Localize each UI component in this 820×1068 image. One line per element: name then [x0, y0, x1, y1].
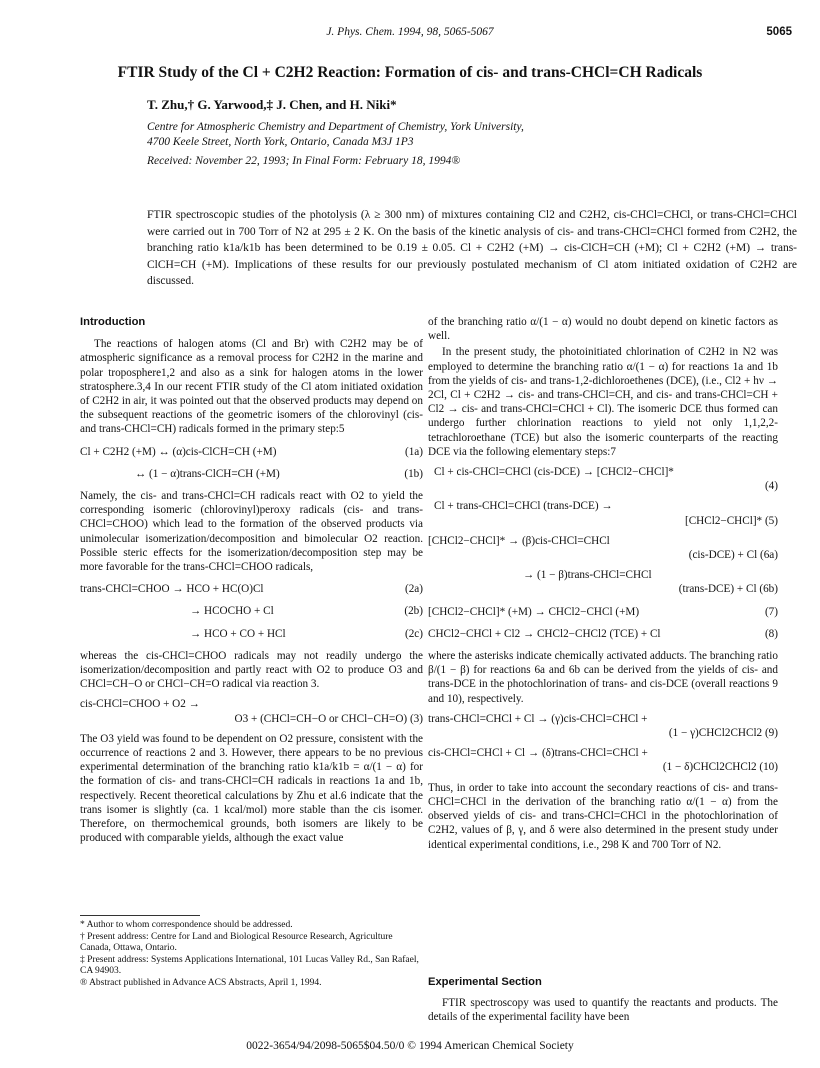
received-dates: Received: November 22, 1993; In Final Form: February 18, 1994®: [147, 155, 461, 167]
author-list: T. Zhu,† G. Yarwood,‡ J. Chen, and H. Niki*: [147, 97, 397, 112]
footnotes: [80, 920, 420, 989]
footnote-4: ® Abstract published in Advance ACS Abstracts, April 1, 1994.: [80, 977, 322, 988]
right-paragraph-1: of the branching ratio α/(1 − α) would no doubt depend on kinetic factors as well.: [428, 316, 778, 343]
equation-3: cis-CHCl=CHOO + O2 → O3 + (CHCl=CH−O or CHCl−CH=O) (3): [80, 698, 423, 725]
affiliation-line-1: Centre for Atmospheric Chemistry and Department of Chemistry, York University,: [147, 121, 524, 133]
intro-paragraph-4: The O3 yield was found to be dependent on O2 pressure, consistent with the occurrence of reactions 2 and 3. However, there appears to be no previous experimental determination of the branching ratio k1a/k1b = α/(1 − α) for the formation of cis- and trans-CHCl=CH radicals in reactions 1a and 1b, respectively. Recent theoretical calculations by Zhu et al.6 indicate that the trans isomer is slightly (ca. 1 kcal/mol) more stable than the cis isomer. Therefore, on thermochemical grounds, both isomers are likely to be produced with comparable yields, although the exact value: [80, 732, 423, 845]
paper-title: FTIR Study of the Cl + C2H2 Reaction: Formation of cis- and trans-CHCl=CH Radicals: [117, 64, 703, 81]
journal-citation: J. Phys. Chem. 1994, 98, 5065-5067: [326, 26, 494, 38]
experimental-heading: Experimental Section: [428, 976, 542, 988]
footnote-2: † Present address: Centre for Land and Biological Resource Research, Agriculture Canada, Ottawa, Ontario.: [80, 931, 393, 953]
right-paragraph-2: In the present study, the photoinitiated chlorination of C2H2 in N2 was employed to determine the branching ratio α/(1 − α) for reactions 1a and 1b from the yields of cis- and trans-1,2-dichloroethenes (DCE), (i.e., Cl2 + hν → 2Cl, Cl + C2H2 → cis- and trans-CHCl=CH, and cis- and trans-CHCl=CH + Cl2 → cis- and trans-CHCl=CHCl + Cl). The isomeric DCE thus formed can undergo further chlorination reactions to yield not only 1,1,2,2-tetrachloroethane (TCE) but also the isomeric counterparts of the reacting DCE via the following elementary steps:7: [428, 346, 778, 458]
equation-1a: Cl + C2H2 (+M) ↔ (α)cis-ClCH=CH (+M) (1a): [80, 445, 423, 458]
right-column: [428, 315, 778, 854]
experimental-text: FTIR spectroscopy was used to quantify the reactants and products. The details of the experimental facility have been: [428, 997, 778, 1024]
right-paragraph-4: Thus, in order to take into account the secondary reactions of cis- and trans-CHCl=CHCl in the derivation of the branching ratio α/(1 − α) from the observed yields of cis- and trans-CHCl=CHCl in the photochlorination of C2H2, values of β, γ, and δ were also determined in the present study under identical experimental conditions, i.e., 298 K and 700 Torr of N2.: [428, 781, 778, 851]
equation-6a: [CHCl2−CHCl]* → (β)cis-CHCl=CHCl (cis-DCE) + Cl (6a): [428, 534, 778, 562]
page-number: 5065: [766, 26, 792, 38]
page-footer: 0022-3654/94/2098-5065$04.50/0 © 1994 American Chemical Society: [246, 1040, 574, 1052]
equation-5: Cl + trans-CHCl=CHCl (trans-DCE) → [CHCl2−CHCl]* (5): [434, 500, 778, 527]
introduction-heading: Introduction: [80, 316, 146, 328]
running-header: [0, 26, 820, 42]
affiliation-line-2: 4700 Keele Street, North York, Ontario, Canada M3J 1P3: [147, 136, 414, 148]
equation-6b: → (1 − β)trans-CHCl=CHCl (trans-DCE) + Cl (6b): [523, 569, 778, 596]
equation-7: [CHCl2−CHCl]* (+M) → CHCl2−CHCl (+M) (7): [428, 605, 778, 618]
footnote-3: ‡ Present address: Systems Applications International, 101 Lucas Valley Rd., San Rafael, CA 94903.: [80, 954, 419, 976]
equation-1b: ↔ (1 − α)trans-ClCH=CH (+M) (1b): [135, 467, 423, 480]
right-paragraph-3: where the asterisks indicate chemically activated adducts. The branching ratio β/(1 − β) for reactions 6a and 6b can be derived from the yields of cis- and trans-DCE in the photochlorination of trans- and cis-DCE (overall reactions 9 and 10), respectively.: [428, 650, 778, 705]
equation-9: trans-CHCl=CHCl + Cl → (γ)cis-CHCl=CHCl + (1 − γ)CHCl2CHCl2 (9): [428, 712, 778, 740]
abstract: FTIR spectroscopic studies of the photolysis (λ ≥ 300 nm) of mixtures containing Cl2 and C2H2, cis-CHCl=CHCl, or trans-CHCl=CHCl were carried out in 700 Torr of N2 at 295 ± 2 K. On the basis of the kinetic analysis of cis- and trans-CHCl=CHCl formed from C2H2, the branching ratio k1a/k1b has been determined to be 0.19 ± 0.05. Cl + C2H2 (+M) → cis-ClCH=CH (+M); Cl + C2H2 (+M) → trans-ClCH=CH (+M). Implications of these results for our previously postulated mechanism of Cl atom initiated oxidation of C2H2 are discussed.: [147, 209, 797, 287]
footnote-rule: [80, 915, 200, 916]
footnote-1: * Author to whom correspondence should be addressed.: [80, 920, 293, 930]
equation-2c: → HCO + CO + HCl (2c): [190, 627, 423, 640]
equation-2a: trans-CHCl=CHOO → HCO + HC(O)Cl (2a): [80, 583, 423, 596]
equation-4: Cl + cis-CHCl=CHCl (cis-DCE) → [CHCl2−CHCl]* (4): [434, 466, 778, 493]
intro-paragraph-3: whereas the cis-CHCl=CHOO radicals may not readily undergo the isomerization/decomposition and partly react with O2 to produce O3 and CHCl=CH−O or CHCl−CH=O radical via reaction 3.: [80, 649, 423, 691]
intro-paragraph-1: The reactions of halogen atoms (Cl and Br) with C2H2 may be of atmospheric significance as a removal process for C2H2 in the marine and polar troposphere1,2 and also as a sink for halogen atoms in the lower stratosphere.3,4 In our recent FTIR study of the Cl atom initiated oxidation of C2H2 in air, it was pointed out that the observed products may depend on the subsequent reactions of the geometric isomers of the chlorovinyl (cis- and trans-CHCl=CH) radicals formed in the primary step:5: [80, 338, 423, 436]
equation-8: CHCl2−CHCl + Cl2 → CHCl2−CHCl2 (TCE) + Cl (8): [428, 627, 778, 640]
affiliation: [147, 120, 524, 150]
left-column: [80, 315, 423, 848]
equation-10: cis-CHCl=CHCl + Cl → (δ)trans-CHCl=CHCl + (1 − δ)CHCl2CHCl2 (10): [428, 747, 778, 774]
equation-2b: → HCOCHO + Cl (2b): [190, 605, 423, 618]
intro-paragraph-2: Namely, the cis- and trans-CHCl=CH radicals react with O2 to yield the corresponding isomeric (chlorovinyl)peroxy radicals (cis- and trans-CHCl=CHOO) which lead to the formation of the observed products via unimolecular isomerization/decomposition and bimolecular O2 reaction. Possible steric effects for the isomerization/decomposition step may be more favorable for the trans-CHCl=CHOO radicals,: [80, 490, 423, 574]
